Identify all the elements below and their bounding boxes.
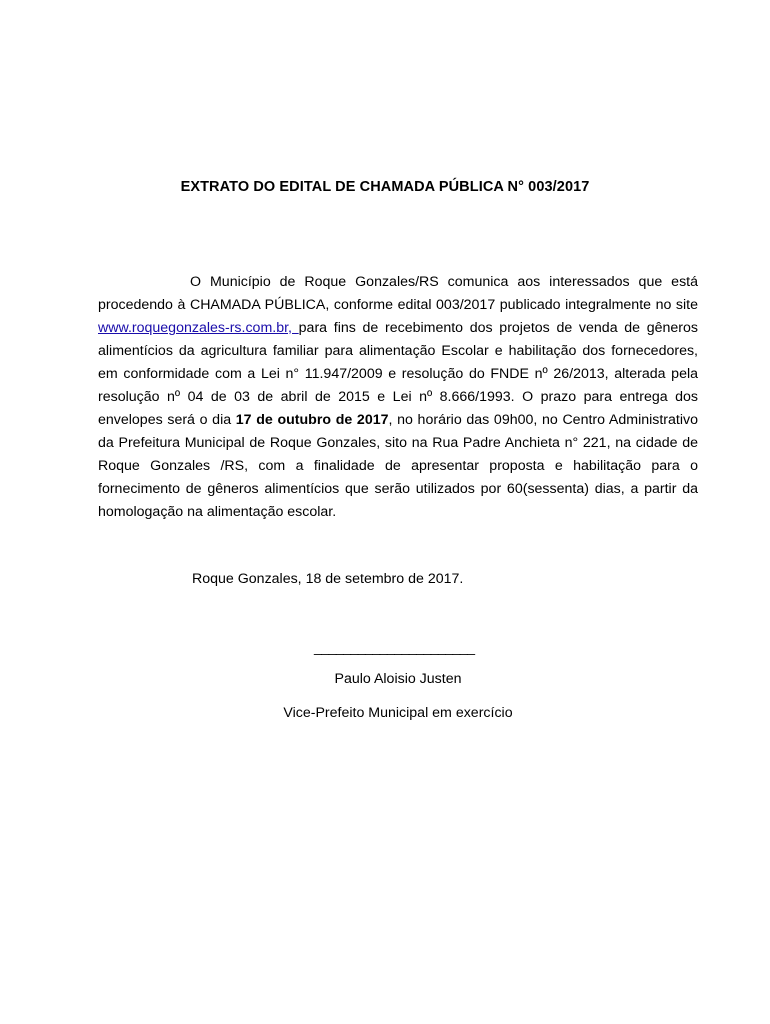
place-and-date: Roque Gonzales, 18 de setembro de 2017.	[192, 571, 464, 587]
signer-role: Vice-Prefeito Municipal em exercício	[283, 705, 513, 721]
announcement-paragraph	[98, 271, 698, 524]
paragraph-part-1: O Município de Roque Gonzales/RS comunica aos interessados que está procedendo à CHAMADA PÚBLICA, conforme edital 003/2017 publicado integralmente no site	[98, 274, 698, 313]
website-link[interactable]: www.roquegonzales-rs.com.br,	[98, 320, 299, 336]
paragraph-part-2: para fins de recebimento dos projetos de venda de gêneros alimentícios da agricultura familiar para alimentação Escolar e habilitação dos fornecedores, em conformidade com a Lei n° 11.947/2009 e resolução do FNDE nº 26/2013, alterada pela resolução nº 04 de 03 de abril de 2015 e Lei nº 8.666/1993. O prazo para entrega dos envelopes será o dia	[98, 320, 699, 428]
deadline-date: 17 de outubro de 2017	[235, 412, 389, 428]
paragraph-part-3: , no horário das 09h00, no Centro Administrativo da Prefeitura Municipal de Roque Gonzales, sito na Rua Padre Anchieta n° 221, na cidade de Roque Gonzales /RS, com a finalidade de apresentar proposta e habilitação para o fornecimento de gêneros alimentícios que serão utilizados por 60(sessenta) dias, a partir da homologação na alimentação escolar.	[98, 412, 699, 520]
signature-line: ______________________	[314, 640, 475, 656]
document-title: EXTRATO DO EDITAL DE CHAMADA PÚBLICA N° 003/2017	[180, 179, 590, 195]
signer-name: Paulo Aloisio Justen	[334, 671, 462, 687]
